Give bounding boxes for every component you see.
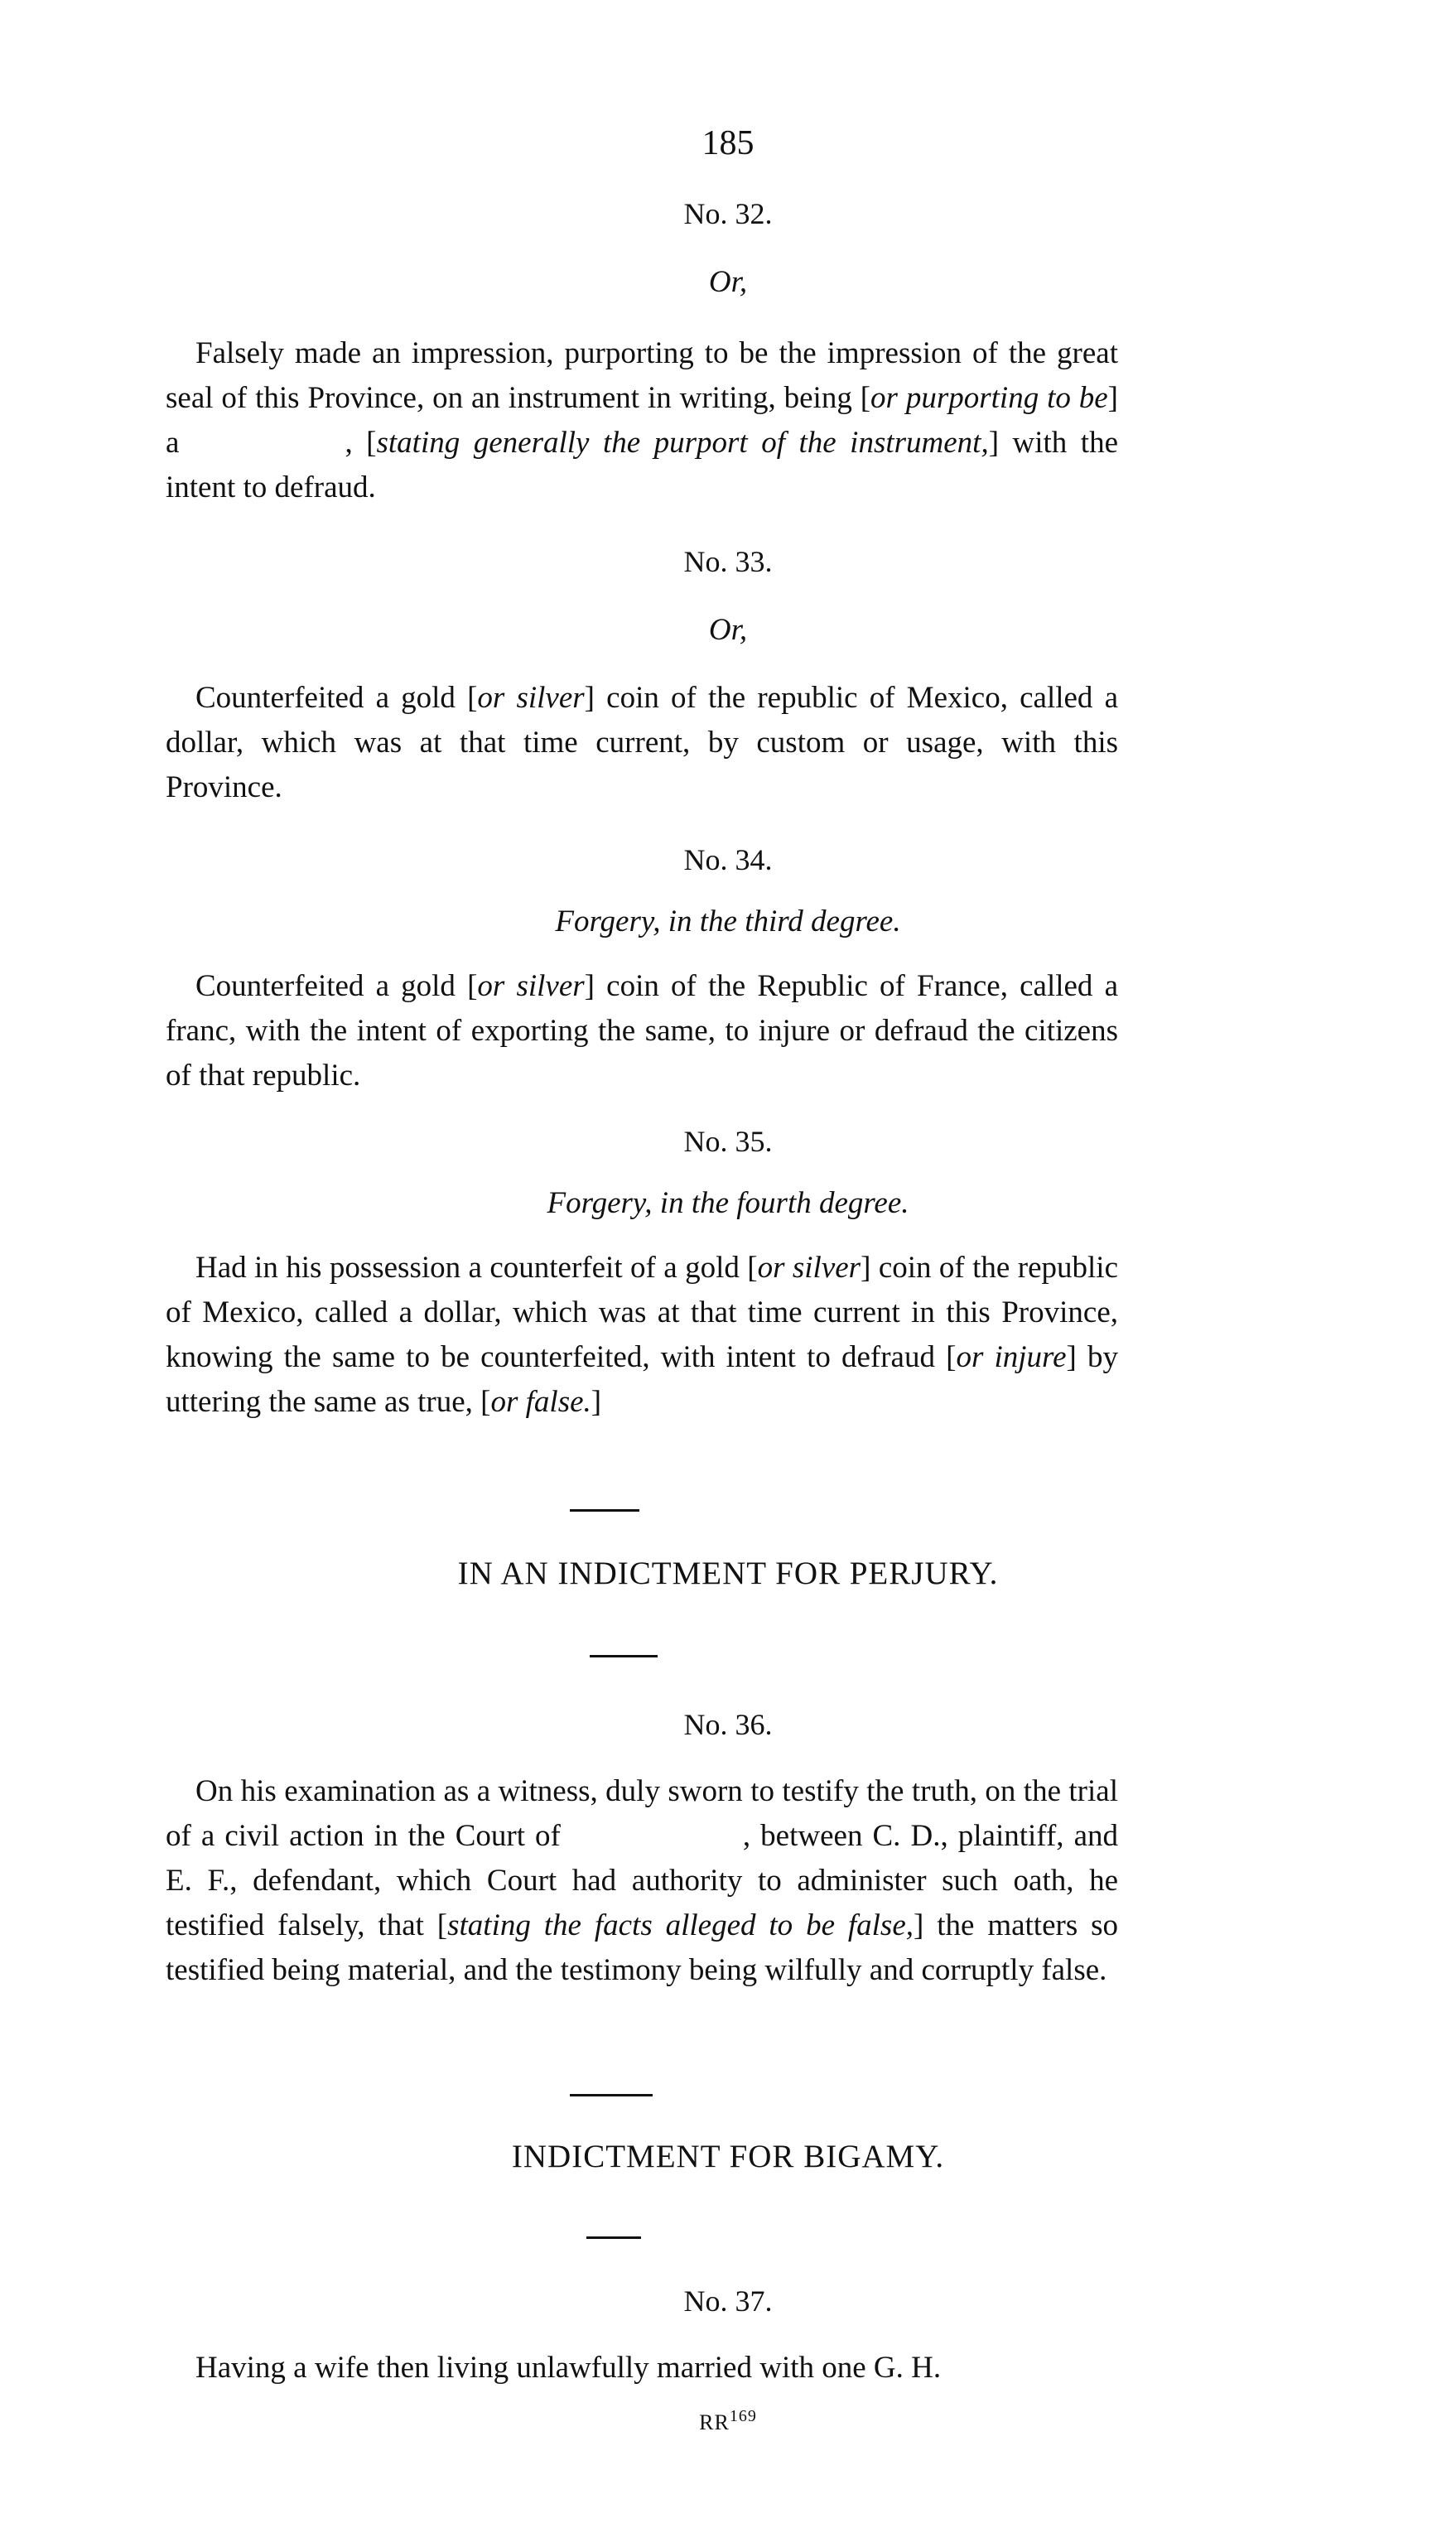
section-divider: [590, 1655, 658, 1657]
entry-number-36: No. 36.: [683, 1708, 773, 1741]
entry-subhead-34: Forgery, in the third degree.: [555, 905, 901, 938]
section-title-perjury: IN AN INDICTMENT FOR PERJURY.: [457, 1556, 999, 1591]
entry-number-34: No. 34.: [683, 843, 773, 876]
page-number: 185: [701, 124, 755, 162]
entry-paragraph-32: Falsely made an impression, purporting to be the impression of the great seal of this Province, on an instrument in writing, being [or purporting to be] a , [stating generally the purport of the instrument,] with the intent to defraud.: [166, 336, 1118, 504]
entry-subhead-33: Or,: [708, 613, 748, 647]
entry-number-32: No. 32.: [683, 197, 773, 230]
entry-subhead-35: Forgery, in the fourth degree.: [547, 1186, 909, 1220]
entry-paragraph-37: Having a wife then living unlawfully married with one G. H.: [195, 2351, 942, 2385]
entry-paragraph-34: Counterfeited a gold [or silver] coin of the Republic of France, called a franc, with the intent of exporting the same, to injure or defraud the citizens of that republic.: [166, 969, 1118, 1093]
section-divider: [570, 1509, 639, 1512]
entry-number-35: No. 35.: [683, 1125, 773, 1158]
section-divider: [570, 2094, 653, 2096]
entry-number-33: No. 33.: [683, 545, 773, 578]
section-title-bigamy: INDICTMENT FOR BIGAMY.: [511, 2139, 945, 2174]
signature-mark: RR$^{169}$: [699, 2407, 757, 2434]
entry-number-37: No. 37.: [683, 2284, 773, 2318]
section-divider: [586, 2236, 641, 2239]
entry-paragraph-33: Counterfeited a gold [or silver] coin of the republic of Mexico, called a dollar, which was at that time current, by custom or usage, with this Province.: [166, 681, 1118, 804]
entry-subhead-32: Or,: [708, 265, 748, 299]
entry-paragraph-35: Had in his possession a counterfeit of a gold [or silver] coin of the republic of Mexico, called a dollar, which was at that time current in this Province, knowing the same to be counterfeited, with intent to defraud [or injure] by uttering the same as true, [or false.]: [166, 1251, 1118, 1419]
entry-paragraph-36: On his examination as a witness, duly sworn to testify the truth, on the trial of a civil action in the Court of , between C. D., plaintiff, and E. F., defendant, which Court had authority to administer such oath, he testified falsely, that [stating the facts alleged to be false,] the matters so testified being material, and the testimony being wilfully and corruptly false.: [166, 1774, 1119, 1987]
